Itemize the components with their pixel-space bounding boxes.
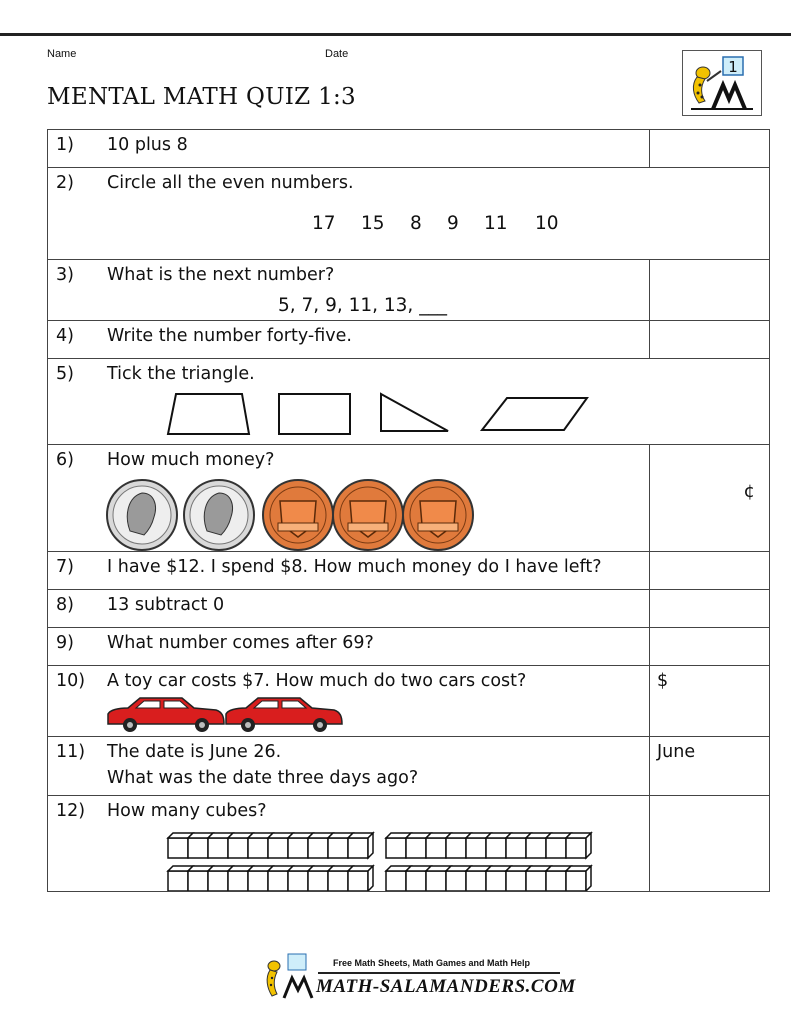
number-9[interactable]: 9 (447, 213, 459, 234)
cube-rod (168, 833, 373, 858)
question-row-11 (48, 737, 770, 796)
question-row-4 (48, 321, 770, 359)
unit-cube (248, 871, 268, 891)
answer-box-12[interactable] (650, 796, 770, 892)
question-cell (48, 260, 650, 321)
coins-row (48, 445, 648, 551)
dime-icon (184, 480, 254, 550)
quiz-table (47, 129, 770, 892)
question-cell (48, 168, 770, 260)
question-text: The date is June 26. (107, 742, 282, 762)
footer-rule (318, 972, 560, 974)
question-cell (48, 666, 650, 737)
question-row-6 (48, 445, 770, 552)
question-cell (48, 796, 650, 892)
question-number: 7) (56, 557, 74, 577)
unit-cube (426, 871, 446, 891)
unit-cube (288, 871, 308, 891)
unit-cube (506, 838, 526, 858)
cube-rod-end (586, 866, 591, 891)
number-15[interactable]: 15 (361, 213, 385, 234)
dime-icon (107, 480, 177, 550)
unit-cube (566, 871, 586, 891)
unit-cube (386, 838, 406, 858)
parallelogram-shape[interactable] (482, 398, 587, 430)
footer-tagline: Free Math Sheets, Math Games and Math Help (333, 958, 531, 968)
unit-cube (208, 871, 228, 891)
number-sequence: 5, 7, 9, 11, 13, ___ (278, 295, 447, 316)
question-number: 5) (56, 364, 74, 384)
question-row-5 (48, 359, 770, 445)
answer-box-4[interactable] (650, 321, 770, 359)
salamander-logo-icon (683, 51, 761, 115)
question-row-10 (48, 666, 770, 737)
cube-rod (386, 833, 591, 858)
unit-cube (248, 838, 268, 858)
question-number: 3) (56, 265, 74, 285)
page-title: MENTAL MATH QUIZ 1:3 (47, 84, 356, 110)
unit-cube (526, 871, 546, 891)
unit-cube (406, 838, 426, 858)
number-8[interactable]: 8 (410, 213, 422, 234)
question-text: 13 subtract 0 (107, 595, 225, 615)
trapezoid-shape[interactable] (168, 394, 249, 434)
unit-cube (546, 871, 566, 891)
penny-icon (333, 480, 403, 550)
question-cell (48, 590, 650, 628)
salamander-logo (682, 50, 762, 116)
question-number: 9) (56, 633, 74, 653)
unit-cube (168, 871, 188, 891)
date-label: Date (325, 48, 349, 60)
question-number: 2) (56, 173, 74, 193)
logo-badge-number: 1 (728, 58, 738, 76)
question-cell (48, 130, 650, 168)
unit-cube (526, 838, 546, 858)
number-11[interactable]: 11 (484, 213, 508, 234)
question-cell (48, 321, 650, 359)
question-text: Circle all the even numbers. (107, 173, 354, 193)
question-row-2 (48, 168, 770, 260)
unit-cube (268, 871, 288, 891)
unit-cube (566, 838, 586, 858)
question-row-1 (48, 130, 770, 168)
cube-rod (386, 866, 591, 891)
question-number: 8) (56, 595, 74, 615)
question-text: How much money? (107, 450, 275, 470)
rectangle-shape[interactable] (279, 394, 350, 434)
penny-icon (403, 480, 473, 550)
unit-cube (506, 871, 526, 891)
question-number: 4) (56, 326, 74, 346)
question-number: 12) (56, 801, 86, 821)
cube-rod-end (368, 866, 373, 891)
cube-rods (48, 796, 648, 891)
unit-cube (308, 838, 328, 858)
question-row-7 (48, 552, 770, 590)
unit-cube (188, 838, 208, 858)
unit-cube (268, 838, 288, 858)
unit-cube (348, 838, 368, 858)
cars-row (48, 666, 648, 736)
answer-box-6[interactable] (650, 445, 770, 552)
number-10[interactable]: 10 (535, 213, 559, 234)
question-cell (48, 628, 650, 666)
answer-box-10[interactable] (650, 666, 770, 737)
unit-cube (426, 838, 446, 858)
cube-rod-end (368, 833, 373, 858)
question-text: What number comes after 69? (107, 633, 374, 653)
car-icon (108, 698, 224, 732)
unit-cube (446, 871, 466, 891)
question-cell (48, 445, 650, 552)
cents-sign: ¢ (743, 481, 755, 502)
name-label: Name (47, 48, 77, 60)
cube-rod-end (586, 833, 591, 858)
car-icon (226, 698, 342, 732)
unit-cube (228, 838, 248, 858)
question-text: What is the next number? (107, 265, 335, 285)
answer-box-11[interactable] (650, 737, 770, 796)
footer-salamander-icon (262, 952, 316, 1002)
unit-cube (288, 838, 308, 858)
question-row-9 (48, 628, 770, 666)
answer-box-9[interactable] (650, 628, 770, 666)
unit-cube (546, 838, 566, 858)
unit-cube (168, 838, 188, 858)
shapes-row (48, 359, 768, 444)
dollar-sign: $ (657, 671, 669, 691)
unit-cube (188, 871, 208, 891)
question-number: 11) (56, 742, 86, 762)
unit-cube (466, 871, 486, 891)
question-row-12 (48, 796, 770, 892)
unit-cube (446, 838, 466, 858)
answer-box-7[interactable] (650, 552, 770, 590)
question-row-3 (48, 260, 770, 321)
month-prefix: June (657, 742, 696, 762)
unit-cube (348, 871, 368, 891)
answer-box-1[interactable] (650, 130, 770, 168)
question-cell (48, 359, 770, 445)
unit-cube (328, 871, 348, 891)
unit-cube (406, 871, 426, 891)
question-number: 6) (56, 450, 74, 470)
top-rule (0, 33, 791, 36)
unit-cube (486, 838, 506, 858)
question-cell (48, 737, 650, 796)
question-row-8 (48, 590, 770, 628)
question-number: 10) (56, 671, 86, 691)
answer-box-8[interactable] (650, 590, 770, 628)
answer-box-3[interactable] (650, 260, 770, 321)
triangle-shape[interactable] (381, 394, 448, 431)
unit-cube (328, 838, 348, 858)
question-text: A toy car costs $7. How much do two cars cost? (107, 671, 527, 691)
penny-icon (263, 480, 333, 550)
question-text: How many cubes? (107, 801, 267, 821)
question-text: Write the number forty-five. (107, 326, 352, 346)
unit-cube (486, 871, 506, 891)
unit-cube (228, 871, 248, 891)
question-text: I have $12. I spend $8. How much money do I have left? (107, 557, 602, 577)
unit-cube (308, 871, 328, 891)
question-text: 10 plus 8 (107, 135, 188, 155)
footer-brand[interactable]: MATH-SALAMANDERS.COM (316, 976, 576, 997)
unit-cube (466, 838, 486, 858)
question-text: Tick the triangle. (107, 364, 255, 384)
number-17[interactable]: 17 (312, 213, 336, 234)
question-text-line-2: What was the date three days ago? (107, 768, 419, 788)
cube-rod (168, 866, 373, 891)
unit-cube (386, 871, 406, 891)
question-number: 1) (56, 135, 74, 155)
question-cell (48, 552, 650, 590)
unit-cube (208, 838, 228, 858)
